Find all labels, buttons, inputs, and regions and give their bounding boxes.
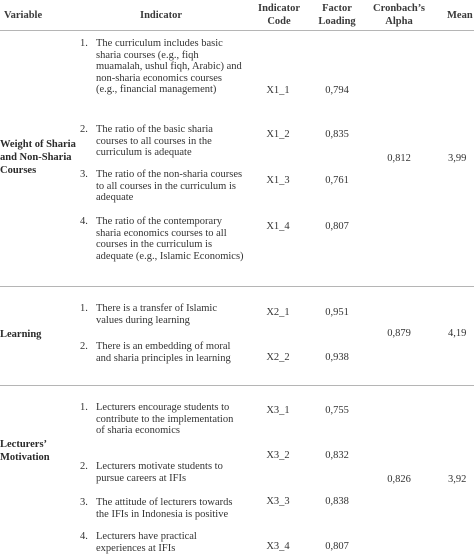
variable-learning: [0, 328, 41, 341]
indicator-number: 1.: [80, 303, 88, 314]
loading-x3-4: 0,807: [325, 541, 349, 552]
loading-x1-2: 0,835: [325, 129, 349, 140]
indicator-number: 4.: [80, 531, 88, 542]
header-indicator-code-line1: Indicator: [258, 3, 300, 14]
code-x3-4: X3_4: [266, 541, 290, 552]
variable-weight-line1: Weight of Sharia: [0, 139, 76, 150]
indicator-text: The curriculum includes basic sharia courses (e.g., fiqh muamalah, ushul fiqh, Arabic) and non-sharia economics courses (e.g., financial management): [96, 38, 242, 95]
indicator-number: 1.: [80, 402, 88, 413]
group-rule-1: [0, 286, 474, 287]
header-indicator-code: [255, 2, 303, 28]
code-x1-2: X1_2: [266, 129, 290, 140]
variable-weight-line3: Courses: [0, 165, 37, 176]
indicator-text: The attitude of lecturers towards the IFIs in Indonesia is positive: [96, 497, 233, 520]
header-cronbach-alpha: [370, 2, 428, 28]
indicator-number: 1.: [80, 38, 88, 49]
mean-lecturers-motivation: 3,92: [448, 474, 467, 485]
loading-x3-2: 0,832: [325, 450, 349, 461]
variable-weight-of-sharia: [0, 138, 76, 177]
indicator-text: Lecturers encourage students to contribute to the implementation of sharia economics: [96, 402, 234, 436]
code-x3-2: X3_2: [266, 450, 290, 461]
code-x3-1: X3_1: [266, 405, 290, 416]
code-x1-4: X1_4: [266, 221, 290, 232]
loading-x2-1: 0,951: [325, 307, 349, 318]
group-rule-2: [0, 385, 474, 386]
indicator-text: Lecturers have practical experiences at IFIs: [96, 531, 197, 554]
code-x1-1: X1_1: [266, 85, 290, 96]
header-factor-loading: [313, 2, 361, 28]
header-cronbach-alpha-line2: Alpha: [385, 16, 413, 27]
indicator-number: 2.: [80, 124, 88, 135]
header-cronbach-alpha-line1: Cronbach’s: [373, 3, 425, 14]
variable-lecturers-motivation: [0, 438, 50, 464]
code-x2-1: X2_1: [266, 307, 290, 318]
header-indicator-code-line2: Code: [267, 16, 291, 27]
loading-x3-3: 0,838: [325, 496, 349, 507]
header-variable: Variable: [4, 10, 43, 21]
indicator-text: Lecturers motivate students to pursue careers at IFIs: [96, 461, 223, 484]
indicator-number: 2.: [80, 341, 88, 352]
mean-weight-of-sharia: 3,99: [448, 153, 467, 164]
variable-learning-line1: Learning: [0, 329, 42, 340]
variable-weight-line2: and Non-Sharia: [0, 152, 72, 163]
mean-learning: 4,19: [448, 328, 467, 339]
loading-x3-1: 0,755: [325, 405, 349, 416]
code-x3-3: X3_3: [266, 496, 290, 507]
indicator-text: The ratio of the non-sharia courses to all courses in the curriculum is adequate: [96, 169, 243, 203]
alpha-learning: 0,879: [387, 328, 411, 339]
header-mean: Mean: [447, 10, 473, 21]
indicator-number: 3.: [80, 497, 88, 508]
variable-motivation-line1: Lecturers’: [0, 439, 48, 450]
header-indicator: Indicator: [140, 10, 182, 21]
code-x1-3: X1_3: [266, 175, 290, 186]
indicator-number: 4.: [80, 216, 88, 227]
indicator-number: 2.: [80, 461, 88, 472]
header-rule: [0, 30, 474, 31]
loading-x1-1: 0,794: [325, 85, 349, 96]
indicator-number: 3.: [80, 169, 88, 180]
indicator-text: There is an embedding of moral and sharia principles in learning: [96, 341, 231, 364]
header-factor-loading-line2: Loading: [318, 16, 356, 27]
indicator-text: The ratio of the basic sharia courses to all courses in the curriculum is adequate: [96, 124, 213, 158]
code-x2-2: X2_2: [266, 352, 290, 363]
header-factor-loading-line1: Factor: [322, 3, 352, 14]
loading-x1-4: 0,807: [325, 221, 349, 232]
indicator-text: There is a transfer of Islamic values during learning: [96, 303, 217, 326]
alpha-weight-of-sharia: 0,812: [387, 153, 411, 164]
loading-x2-2: 0,938: [325, 352, 349, 363]
loading-x1-3: 0,761: [325, 175, 349, 186]
indicator-text: The ratio of the contemporary sharia economics courses to all courses in the curriculum is adequate (e.g., Islamic Economics): [96, 216, 244, 262]
variable-motivation-line2: Motivation: [0, 452, 50, 463]
alpha-lecturers-motivation: 0,826: [387, 474, 411, 485]
